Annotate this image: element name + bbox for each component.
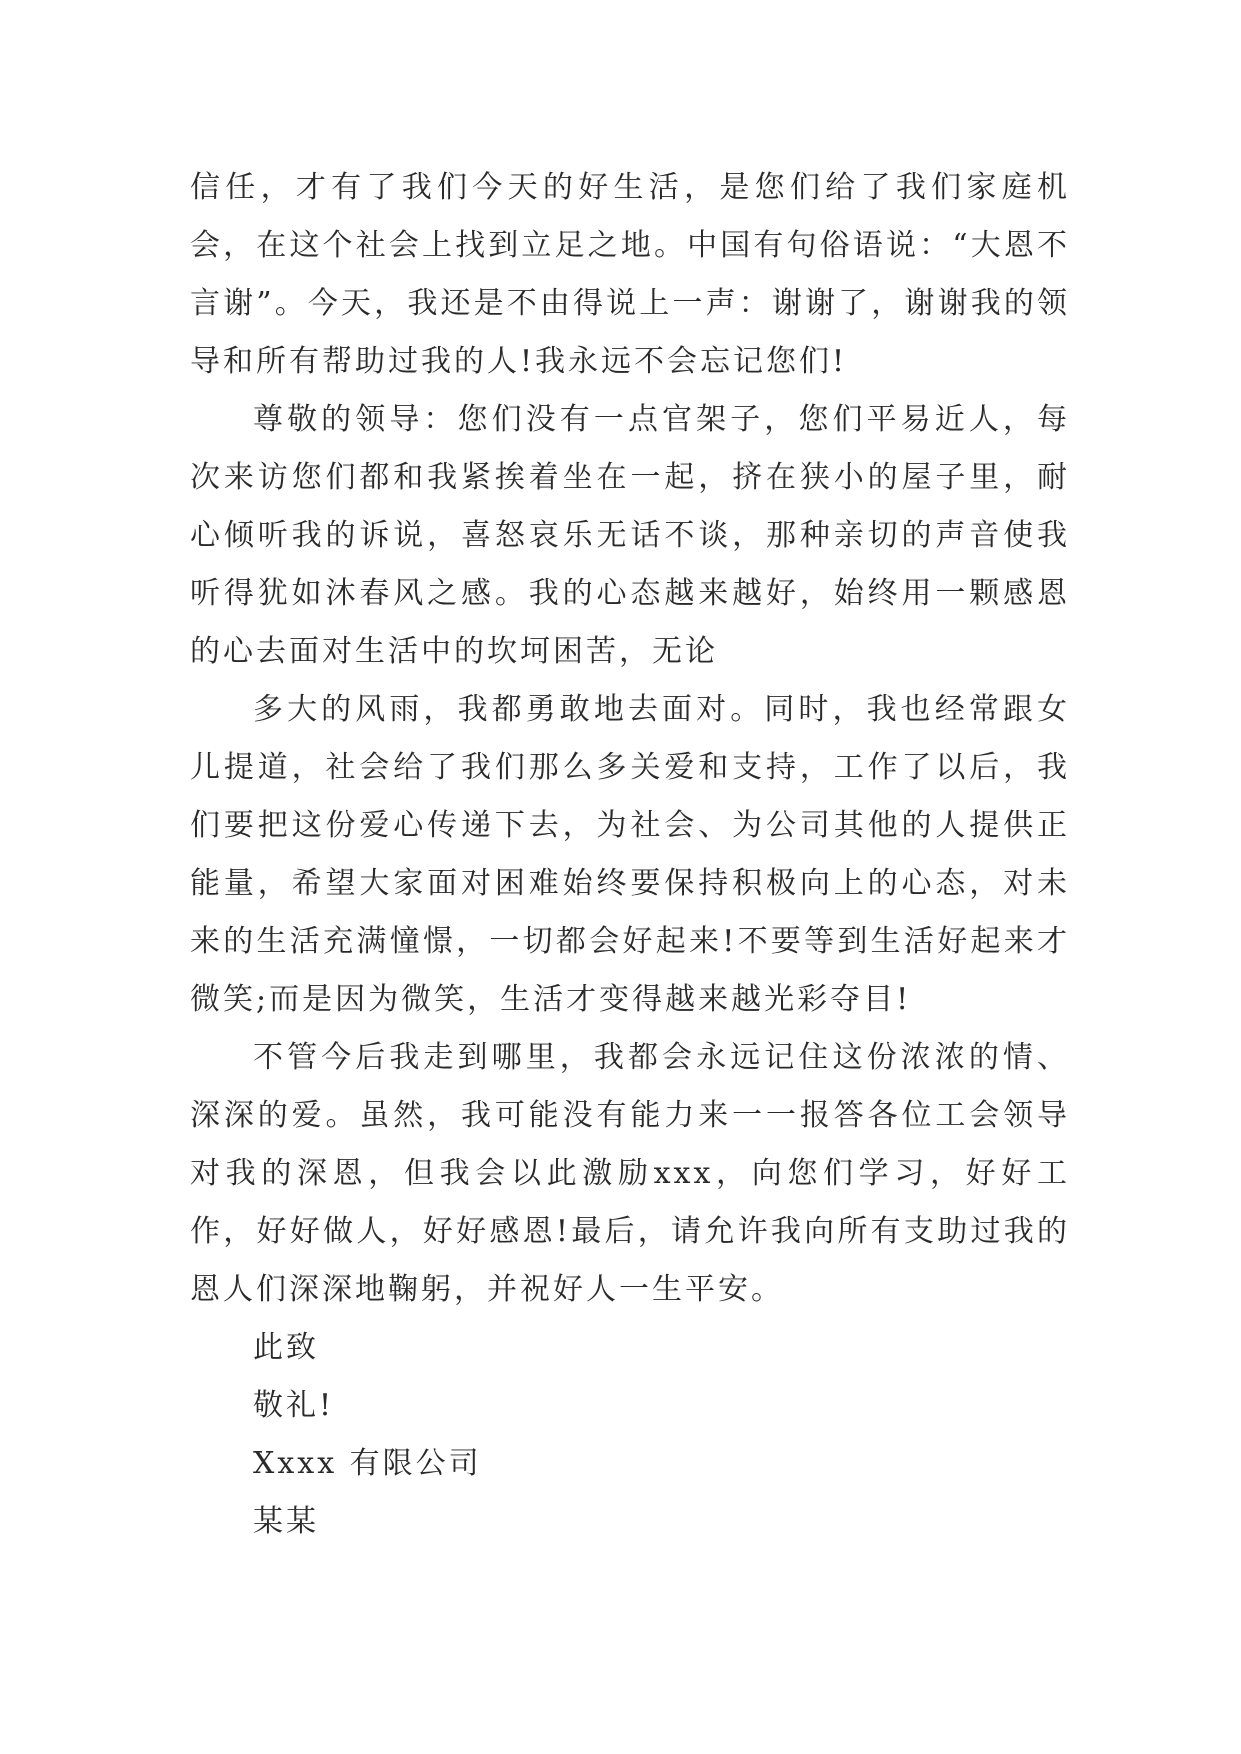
paragraph-1: 信任，才有了我们今天的好生活，是您们给了我们家庭机会，在这个社会上找到立足之地。中国有句俗语说：“大恩不言谢”。今天，我还是不由得说上一声：谢谢了，谢谢我的领导和所有帮助过我的人!我永远不会忘记您们! xyxy=(190,170,1070,379)
closing-salutation: 此致 xyxy=(253,1330,319,1365)
paragraph-2: 尊敬的领导：您们没有一点官架子，您们平易近人，每次来访您们都和我紧挨着坐在一起，挤在狭小的屋子里，耐心倾听我的诉说，喜怒哀乐无话不谈，那种亲切的声音使我听得犹如沐春风之感。我的心态越来越好，始终用一颗感恩的心去面对生活中的坎坷困苦，无论 xyxy=(190,402,1070,669)
paragraph-3: 多大的风雨，我都勇敢地去面对。同时，我也经常跟女儿提道，社会给了我们那么多关爱和支持，工作了以后，我们要把这份爱心传递下去，为社会、为公司其他的人提供正能量，希望大家面对困难始终要保持积极向上的心态，对未来的生活充满憧憬，一切都会好起来!不要等到生活好起来才微笑;而是因为微笑，生活才变得越来越光彩夺目! xyxy=(190,692,1070,1017)
paragraph-4: 不管今后我走到哪里，我都会永远记住这份浓浓的情、深深的爱。虽然，我可能没有能力来一一报答各位工会领导对我的深恩，但我会以此激励xxx，向您们学习，好好工作，好好做人，好好感恩!最后，请允许我向所有支助过我的恩人们深深地鞠躬，并祝好人一生平安。 xyxy=(190,1040,1070,1307)
closing-signer: 某某 xyxy=(253,1504,319,1539)
letter-body xyxy=(190,159,1070,1551)
closing-regards: 敬礼! xyxy=(253,1388,335,1423)
closing-company: Xxxx 有限公司 xyxy=(253,1446,482,1481)
